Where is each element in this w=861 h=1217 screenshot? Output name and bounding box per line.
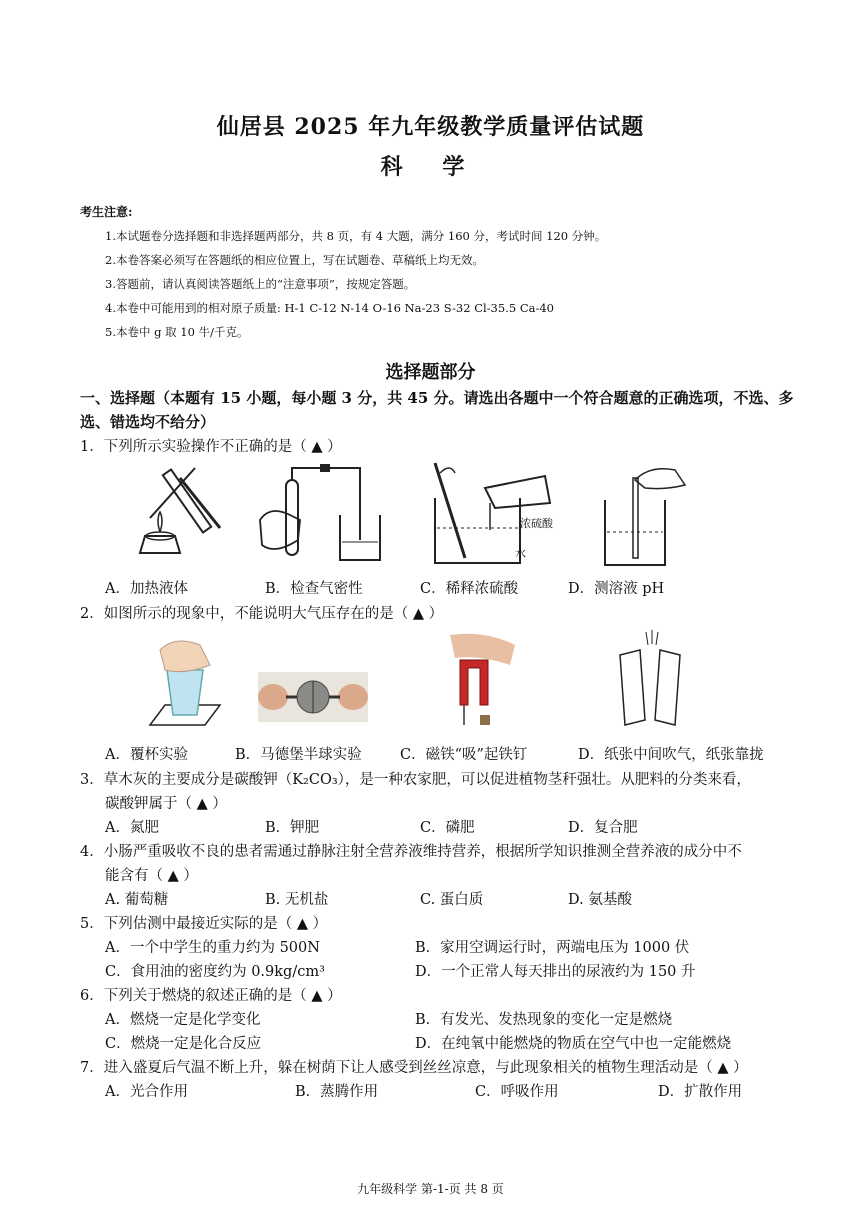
q3-option-c[interactable]: C．磷肥 <box>420 820 475 836</box>
figure-airtightness <box>250 460 385 565</box>
notice-item: 3.答题前，请认真阅读答题纸上的“注意事项”，按规定答题。 <box>105 277 416 291</box>
flame <box>158 512 162 532</box>
ph-paper <box>633 478 638 558</box>
q2-option-d[interactable]: D．纸张中间吹气，纸张靠拢 <box>578 747 764 763</box>
figure-dilute-acid <box>425 458 565 568</box>
page-footer: 九年级科学 第-1-页 共 8 页 <box>357 1182 504 1196</box>
right-hand <box>338 684 368 710</box>
hand <box>260 511 300 549</box>
q4-option-b[interactable]: B. 无机盐 <box>265 892 329 908</box>
question-5-stem: 5．下列估测中最接近实际的是（ ▲ ） <box>80 916 328 932</box>
question-7-stem: 7．进入盛夏后气温不断上升，躲在树荫下让人感受到丝丝凉意，与此现象相关的植物生理活动是（ ▲ ） <box>80 1060 748 1076</box>
q2-option-b[interactable]: B．马德堡半球实验 <box>235 747 362 763</box>
figure-magdeburg-hemispheres <box>258 672 368 722</box>
notice-item: 4.本卷中可能用到的相对原子质量: H-1 C-12 N-14 O-16 Na-23 S-32 Cl-35.5 Ca-40 <box>105 301 554 315</box>
part-one-instructions-cont: 选、错选均不给分） <box>80 413 216 431</box>
q4-option-d[interactable]: D. 氨基酸 <box>568 892 632 908</box>
section-title: 选择题部分 <box>385 362 476 383</box>
notice-item: 1.本试题卷分选择题和非选择题两部分，共 8 页，有 4 大题，满分 160 分，考试时间 120 分钟。 <box>105 229 607 243</box>
q1-option-d[interactable]: D．测溶液 pH <box>568 581 665 597</box>
q1-option-c[interactable]: C．稀释浓硫酸 <box>420 581 519 597</box>
q4-option-a[interactable]: A. 葡萄糖 <box>105 892 169 908</box>
cup <box>167 670 203 715</box>
alcohol-lamp <box>140 536 180 553</box>
q5-option-d[interactable]: D．一个正常人每天排出的尿液约为 150 升 <box>415 964 696 980</box>
question-2-stem: 2．如图所示的现象中，不能说明大气压存在的是（ ▲ ） <box>80 606 444 622</box>
question-4-stem-cont: 能含有（ ▲ ） <box>105 868 198 884</box>
q6-option-c[interactable]: C．燃烧一定是化合反应 <box>105 1036 262 1052</box>
notice-heading: 考生注意: <box>80 205 133 219</box>
q2-option-c[interactable]: C．磁铁“吸”起铁钉 <box>400 747 528 763</box>
exam-subject: 科 学 <box>380 154 481 180</box>
glass-rod <box>435 463 465 558</box>
notice-item: 5.本卷中 g 取 10 牛/千克。 <box>105 325 249 339</box>
q3-option-a[interactable]: A．氮肥 <box>105 820 159 836</box>
part-one-instructions: 一、选择题（本题有 15 小题，每小题 3 分，共 45 分。请选出各题中一个符合题意的正确选项，不选、多 <box>80 389 794 407</box>
figure-paper-blow <box>610 630 690 730</box>
q7-option-d[interactable]: D．扩散作用 <box>658 1084 743 1100</box>
q7-option-a[interactable]: A．光合作用 <box>105 1084 188 1100</box>
notice-item: 2.本卷答案必须写在答题纸的相应位置上，写在试题卷、草稿纸上均无效。 <box>105 253 484 267</box>
figure-magnet-nail <box>440 630 525 730</box>
question-4-stem: 4．小肠严重吸收不良的患者需通过静脉注射全营养液维持营养，根据所学知识推测全营养液的成分中不 <box>80 844 742 860</box>
question-1-stem: 1．下列所示实验操作不正确的是（ ▲ ） <box>80 439 342 455</box>
figure-cup-experiment <box>145 630 225 730</box>
q5-option-a[interactable]: A．一个中学生的重力约为 500N <box>105 940 320 956</box>
exam-title: 仙居县 2025 年九年级教学质量评估试题 <box>216 114 645 140</box>
magnet <box>460 660 488 705</box>
hand <box>635 469 685 489</box>
q6-option-a[interactable]: A．燃烧一定是化学变化 <box>105 1012 261 1028</box>
test-tube <box>163 469 211 532</box>
glass-tube <box>292 468 360 540</box>
q5-option-c[interactable]: C．食用油的密度约为 0.9kg/cm³ <box>105 964 325 980</box>
acid-bottle <box>485 476 550 508</box>
paper-left <box>620 650 645 725</box>
left-hand <box>258 684 288 710</box>
question-6-stem: 6．下列关于燃烧的叙述正确的是（ ▲ ） <box>80 988 342 1004</box>
question-3-stem-cont: 碳酸钾属于（ ▲ ） <box>105 796 227 812</box>
q4-option-c[interactable]: C. 蛋白质 <box>420 892 484 908</box>
figure-measure-ph <box>595 460 695 570</box>
figure-heating-liquid <box>120 458 230 568</box>
paper-right <box>655 650 680 725</box>
q2-option-a[interactable]: A．覆杯实验 <box>105 747 188 763</box>
q3-option-d[interactable]: D．复合肥 <box>568 820 638 836</box>
q6-option-b[interactable]: B．有发光、发热现象的变化一定是燃烧 <box>415 1012 673 1028</box>
q7-option-c[interactable]: C．呼吸作用 <box>475 1084 559 1100</box>
label-water: 水 <box>515 547 526 560</box>
question-3-stem: 3．草木灰的主要成分是碳酸钾（K₂CO₃），是一种农家肥，可以促进植物茎秆强壮。从肥料的分类来看， <box>80 772 751 788</box>
q7-option-b[interactable]: B．蒸腾作用 <box>295 1084 379 1100</box>
hand <box>160 641 210 672</box>
q5-option-b[interactable]: B．家用空调运行时，两端电压为 1000 伏 <box>415 940 690 956</box>
q1-option-a[interactable]: A．加热液体 <box>105 581 188 597</box>
q6-option-d[interactable]: D．在纯氧中能燃烧的物质在空气中也一定能燃烧 <box>415 1036 732 1052</box>
q1-option-b[interactable]: B．检查气密性 <box>265 581 363 597</box>
q3-option-b[interactable]: B．钾肥 <box>265 820 320 836</box>
label-concentrated-acid: 浓硫酸 <box>520 517 553 530</box>
